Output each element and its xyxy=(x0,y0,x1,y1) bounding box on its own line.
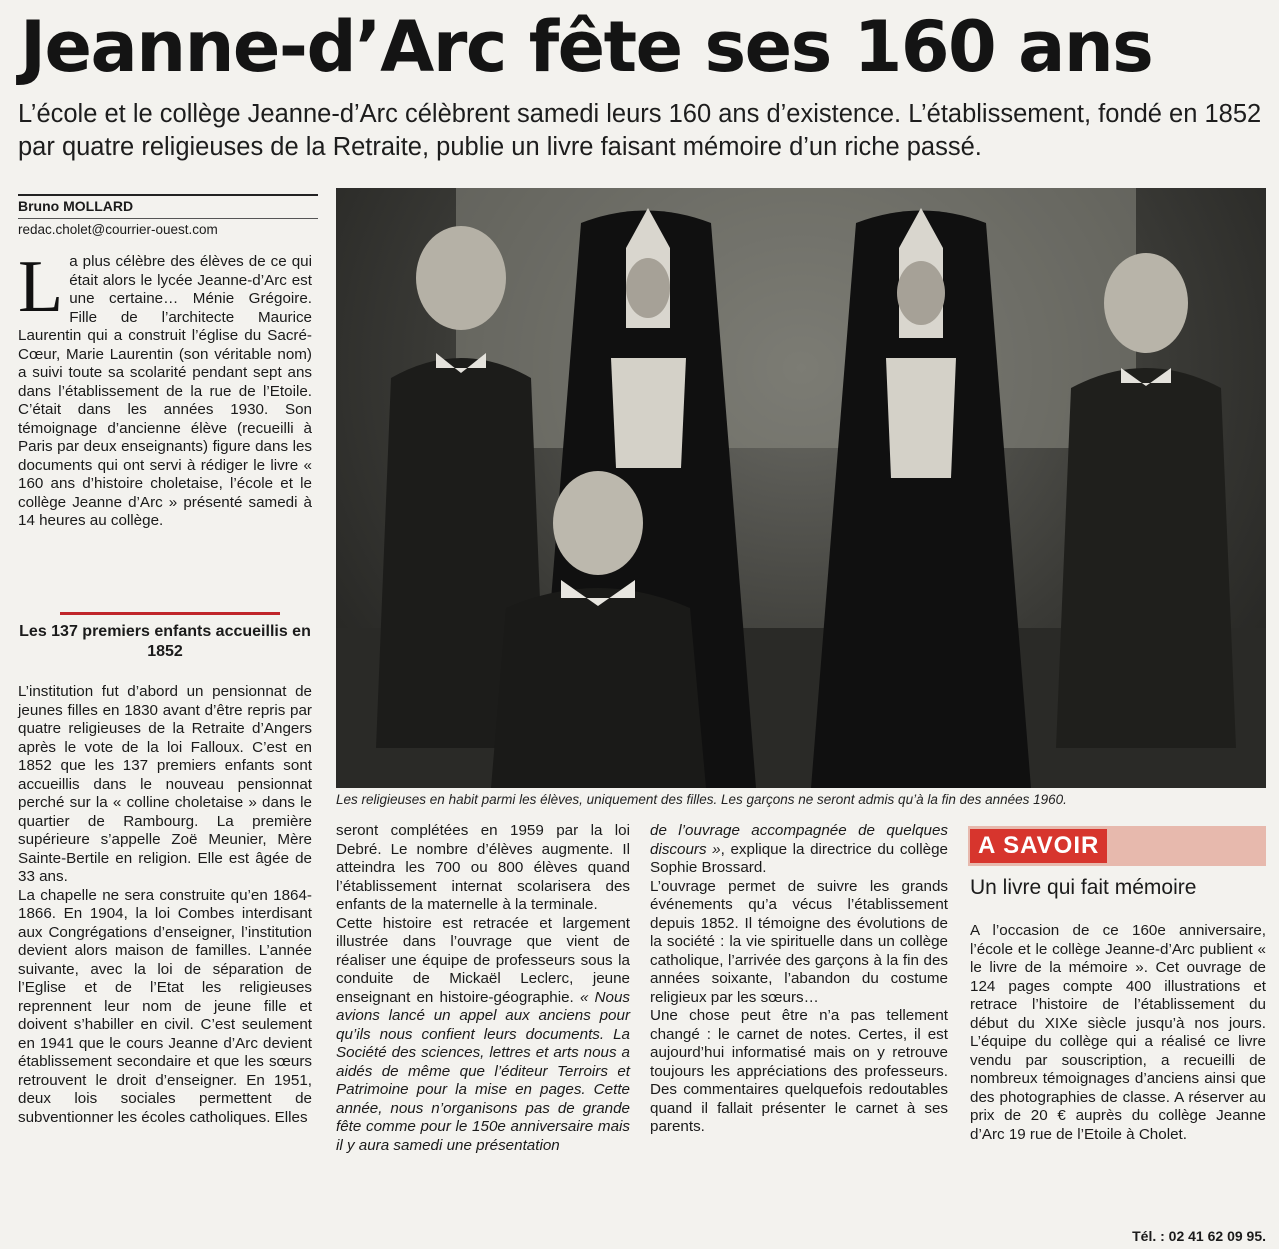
headline: Jeanne-d’Arc fête ses 160 ans xyxy=(20,6,1153,88)
photo-illustration xyxy=(336,188,1266,788)
subhead: Les 137 premiers enfants accueillis en 1852 xyxy=(19,623,311,660)
paragraph-text: Cette histoire est retracée et largement illustrée dans l’ouvrage que vient de réaliser une équipe de professeurs sous la conduite de Mickaël Leclerc, jeune enseignant en histoire-géographie. xyxy=(336,914,630,1006)
savoir-body: A l’occasion de ce 160e anniversaire, l’école et le collège Jeanne-d’Arc publient « le livre de la mémoire ». Cet ouvrage de 124 pages compte 400 illustrations et retrace l’histoire de l’établissement du début du XIXe siècle jusqu’à nos jours. L’équipe du collège qui a réalisé ce livre vendu par souscription, a recueilli de nombreux témoignages d’anciens ainsi que des photographies de classe. A réserver au prix de 20 € auprès du collège Jeanne d’Arc 19 rue de l’Etoile à Cholet. xyxy=(970,922,1266,1143)
byline-top-rule xyxy=(18,194,318,196)
column-3-body xyxy=(650,822,948,1137)
paragraph: La chapelle ne sera construite qu’en 1864-1866. En 1904, la loi Combes interdisant aux Congrégations d’enseigner, l’institution devient alors maison de familles. L’année suivante, avec la loi de séparation de l’Eglise et de l’Etat les religieuses reprennent leur nom de jeune fille et doivent s’habiller en civil. C’est seulement en 1941 que le cours Jeanne d’Arc devient établissement secondaire et que les sœurs retrouvent le droit d’enseigner. En 1951, deux lois sociales permettent de subventionner les écoles catholiques. Elles xyxy=(18,886,312,1126)
paragraph: L’institution fut d’abord un pensionnat de jeunes filles en 1830 avant d’être repris par quatre religieuses de la Retraite d’Angers après le vote de la loi Falloux. C’est en 1852 que les 137 premiers enfants sont accueillis dans le nouveau pensionnat perché sur la « colline choletaise » dans le quartier de Rambourg. La première supérieure s’appelle Zoë Meunier, Mère Sainte-Bertile en religion. Elle est âgée de 33 ans. xyxy=(18,683,312,885)
paragraph xyxy=(650,822,948,878)
paragraph xyxy=(336,915,630,1156)
quote: de l’ouvrage accompagnée de quelques discours » xyxy=(650,822,948,858)
archive-photo xyxy=(336,188,1266,788)
lead-text: a plus célèbre des élèves de ce qui était alors le lycée Jeanne-d’Arc est une certaine… Ménie Grégoire. Fille de l’architecte Maurice Laurentin qui a construit l’église du Sacré-Cœur, Marie Laurentin (son véritable nom) a suivi toute sa scolarité pendant sept ans dans l’établissement de la rue de l’Etoile. C’était dans les années 1930. Son témoignage d’ancienne élève (recueilli à Paris par deux enseignants) figure dans les documents qui ont servi à rédiger le livre « 160 ans d’histoire choletaise, l’école et le collège Jeanne d’Arc » présenté samedi à 14 heures au collège. xyxy=(18,253,312,529)
paragraph: Une chose peut être n’a pas tellement changé : le carnet de notes. Certes, il est aujourd’hui informatisé mais on y retrouve toujours les appréciations des professeurs. Des commentaires quelquefois redoutables quand il fallait présenter le carnet à ses parents. xyxy=(650,1007,948,1135)
column-2-body xyxy=(336,822,630,1155)
paragraph: L’ouvrage permet de suivre les grands événements qu’a vécus l’établissement depuis 1852. Il témoigne des évolutions de la société : la vie spirituelle dans un collège catholique, l’arrivée des garçons à la fin des années soixante, l’abandon du costume religieux par les sœurs… xyxy=(650,877,948,1006)
author-email[interactable]: redac.cholet@courrier-ouest.com xyxy=(18,222,218,237)
subhead-rule xyxy=(60,612,280,615)
byline-divider xyxy=(18,218,318,219)
paragraph-text: , explique la directrice du collège Sophie Brossard. xyxy=(650,840,948,876)
quote: « Nous avions lancé un appel aux anciens pour qu’ils nous confient leurs documents. La Société des sciences, lettres et arts nous a aidés de même que l’éditeur Terroirs et Patrimoine pour la mise en pages. Cette année, nous n’organisons pas de grande fête comme pour le 150e anniversaire mais il y aura samedi une présentation xyxy=(336,988,630,1154)
savoir-label: A SAVOIR xyxy=(970,829,1107,863)
column-1-body xyxy=(18,683,312,1127)
byline: Bruno MOLLARD xyxy=(18,198,134,214)
dropcap: L xyxy=(18,246,64,328)
standfirst: L’école et le collège Jeanne-d’Arc célèbrent samedi leurs 160 ans d’existence. L’établissement, fondé en 1852 par quatre religieuses de la Retraite, publie un livre faisant mémoire d’un riche passé. xyxy=(18,100,1262,161)
photo-caption: Les religieuses en habit parmi les élèves, uniquement des filles. Les garçons ne seront admis qu’à la fin des années 1960. xyxy=(336,792,1067,807)
paragraph: seront complétées en 1959 par la loi Debré. Le nombre d’élèves augmente. Il atteindra les 700 ou 800 élèves quand l’établissement internat scolarisera des enfants de la maternelle à la terminale. xyxy=(336,822,630,913)
phone-number: Tél. : 02 41 62 09 95. xyxy=(1132,1228,1266,1244)
savoir-title: Un livre qui fait mémoire xyxy=(970,876,1197,899)
lead-paragraph xyxy=(18,246,312,531)
